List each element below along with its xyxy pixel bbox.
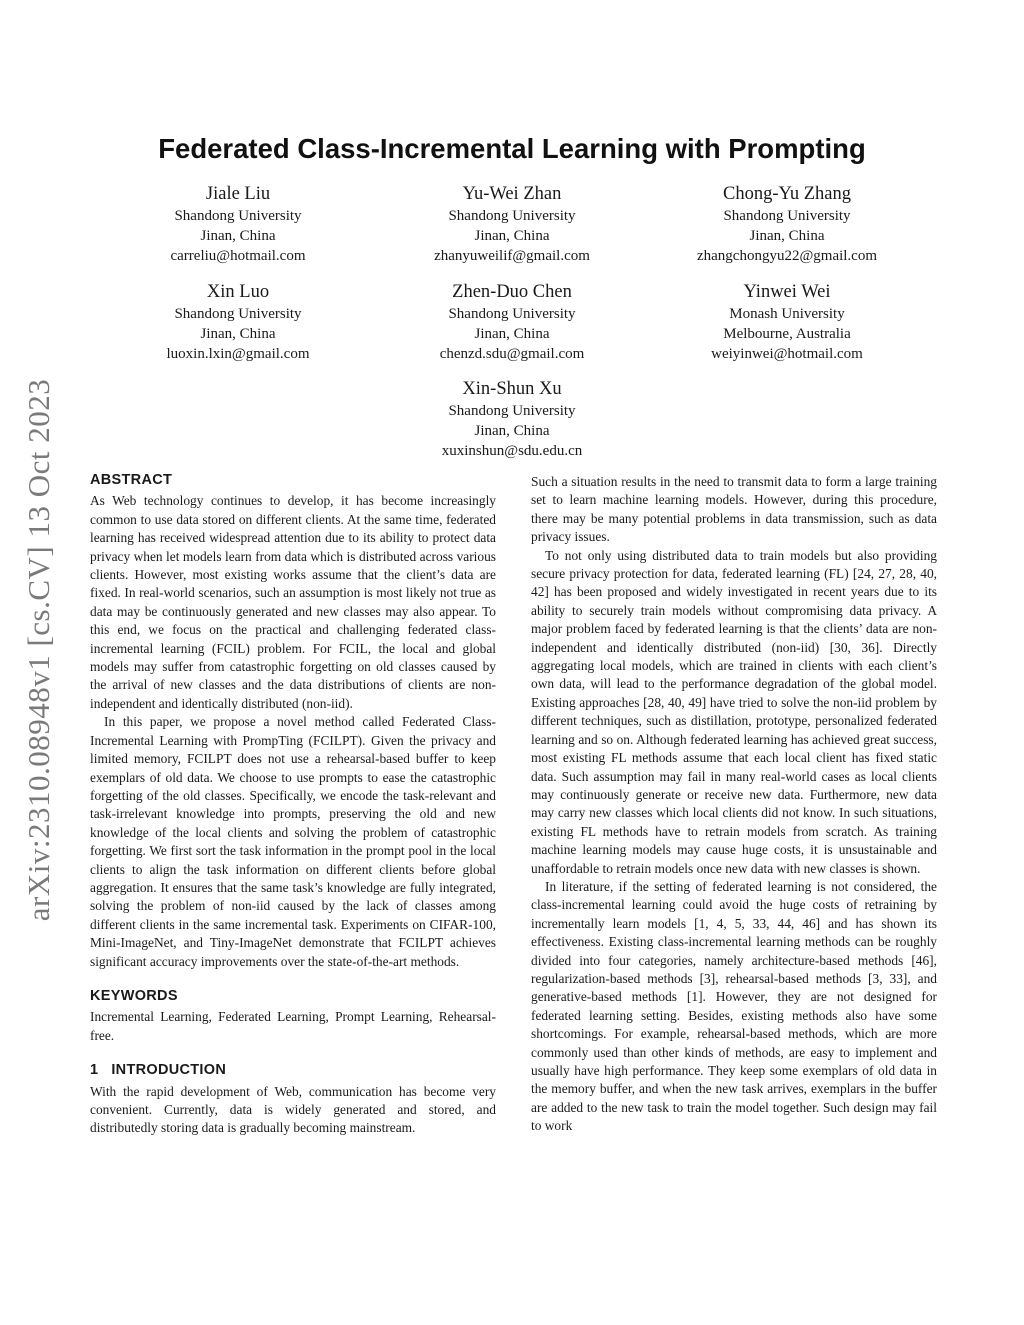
keywords-text: Incremental Learning, Federated Learning, Prompt Learning, Rehearsal-free.: [90, 1009, 496, 1043]
author-name: Chong-Yu Zhang: [723, 184, 851, 204]
abstract-paragraph: As Web technology continues to develop, it has become increasingly common to use data stored on different clients. At the same time, federated learning has received widespread attention due to its ability to protect data privacy when let models learn from data which is distributed across various clients. However, most existing works assume that the client’s data are fixed. In real-world scenarios, such an assumption is most likely not true as data may be continuously generated and new classes may also appear. To this end, we focus on the practical and challenging federated class-incremental learning (FCIL) problem. For FCIL, the local and global models may suffer from catastrophic forgetting on old classes caused by the arrival of new classes and the data distributions of clients are non-independent and identically distributed (non-iid).: [90, 493, 496, 711]
introduction-paragraph: In literature, if the setting of federated learning is not considered, the class-incremental learning could avoid the huge costs of retraining by incrementally learn models [1, 4, 5, 33, 44, 46] and has shown its effectiveness. Existing class-incremental learning methods can be roughly divided into four categories, namely architecture-based methods [46], regularization-based methods [3], rehearsal-based methods [3, 33], and generative-based methods [1]. However, they are not designed for federated learning setting. Besides, existing methods also have some shortcomings. For example, rehearsal-based methods, which are more commonly used than other kinds of methods, are easy to implement and usually have high performance. They keep some exemplars of old data in the memory buffer, and when the new task arrives, exemplars in the buffer are added to the new task to train the model together. Such design may fail to work: [531, 878, 937, 1134]
paper-title: Federated Class-Incremental Learning with Prompting: [158, 133, 866, 164]
author-email: luoxin.lxin@gmail.com: [166, 346, 310, 362]
author-location: Jinan, China: [474, 423, 550, 439]
author-email: xuxinshun@sdu.edu.cn: [441, 443, 583, 459]
keywords-heading: KEYWORDS: [90, 987, 178, 1004]
author-affiliation: Shandong University: [448, 403, 576, 419]
author-name: Yinwei Wei: [743, 282, 831, 302]
arxiv-sidebar: [8, 360, 70, 940]
author-affiliation: Shandong University: [448, 306, 576, 322]
author-block: [113, 183, 363, 266]
author-location: Jinan, China: [749, 228, 825, 244]
introduction-heading: 1 INTRODUCTION: [90, 1062, 227, 1079]
arxiv-identifier: arXiv:2310.08948v1 [cs.CV] 13 Oct 2023: [21, 378, 56, 922]
introduction-paragraph: Such a situation results in the need to transmit data to form a large training set to learn machine learning models. However, during this procedure, there may be many potential problems in data transmission, such as data privacy issues.: [531, 474, 937, 545]
author-email: zhangchongyu22@gmail.com: [696, 248, 878, 264]
author-email: zhanyuweilif@gmail.com: [434, 248, 590, 264]
introduction-paragraph: With the rapid development of Web, communication has become very convenient. Currently, data is widely generated and stored, and distributedly storing data is gradually becoming mainstream.: [90, 1083, 496, 1136]
left-column: [90, 471, 496, 1138]
author-affiliation: Monash University: [729, 306, 845, 322]
author-email: weiyinwei@hotmail.com: [711, 346, 863, 362]
author-block: [387, 281, 637, 364]
author-block: [387, 378, 637, 461]
author-name: Xin Luo: [206, 282, 270, 302]
author-location: Melbourne, Australia: [723, 326, 851, 342]
author-affiliation: Shandong University: [448, 208, 576, 224]
author-block: [113, 281, 363, 364]
author-location: Jinan, China: [474, 228, 550, 244]
author-block: [387, 183, 637, 266]
author-affiliation: Shandong University: [174, 208, 302, 224]
abstract-paragraph: In this paper, we propose a novel method called Federated Class-Incremental Learning with PrompTing (FCILPT). Given the privacy and limited memory, FCILPT does not use a rehearsal-based buffer to keep exemplars of old data. We choose to use prompts to ease the catastrophic forgetting of the old classes. Specifically, we encode the task-relevant and task-irrelevant knowledge into prompts, preserving the old and new knowledge of the local clients and solving the problem of catastrophic forgetting. We first sort the task information in the prompt pool in the local clients to align the task information on different clients before global aggregation. It ensures that the same task’s knowledge are fully integrated, solving the problem of non-iid caused by the lack of classes among different clients in the same incremental task. Experiments on CIFAR-100, Mini-ImageNet, and Tiny-ImageNet demonstrate that FCILPT achieves significant accuracy improvements over the state-of-the-art methods.: [90, 714, 496, 969]
author-affiliation: Shandong University: [174, 306, 302, 322]
author-name: Jiale Liu: [205, 184, 271, 204]
author-name: Yu-Wei Zhan: [462, 184, 562, 204]
author-affiliation: Shandong University: [723, 208, 851, 224]
author-email: chenzd.sdu@gmail.com: [439, 346, 585, 362]
right-column: [531, 473, 937, 1136]
author-block: [662, 281, 912, 364]
author-email: carreliu@hotmail.com: [170, 248, 306, 264]
abstract-heading: ABSTRACT: [90, 472, 173, 488]
author-location: Jinan, China: [200, 326, 276, 342]
author-location: Jinan, China: [474, 326, 550, 342]
introduction-paragraph: To not only using distributed data to train models but also providing secure privacy protection for data, federated learning (FL) [24, 27, 28, 40, 42] has been proposed and widely investigated in recent years due to its ability to securely train models without compromising data privacy. A major problem faced by federated learning is that the clients’ data are non-independent and identically distributed (non-iid) [30, 36]. Directly aggregating local models, which are trained in clients with each client’s own data, will lead to the performance degradation of the global model. Existing approaches [28, 40, 49] have tried to solve the non-iid problem by different techniques, such as distillation, prototype, personalized federated learning and so on. Although federated learning has achieved great success, most existing FL methods assume that each local client has fixed static data. Such assumption may fail in many real-world cases as local clients may continuously generate or receive new data. Furthermore, new data may carry new classes which local clients did not know. In such situations, existing FL methods have to retrain models from scratch. As training machine learning models may cause huge costs, it is unsustainable and unaffordable to retrain models once new data with new classes is shown.: [531, 547, 937, 876]
author-name: Xin-Shun Xu: [462, 379, 562, 399]
author-block: [662, 183, 912, 266]
author-location: Jinan, China: [200, 228, 276, 244]
author-name: Zhen-Duo Chen: [452, 282, 572, 302]
